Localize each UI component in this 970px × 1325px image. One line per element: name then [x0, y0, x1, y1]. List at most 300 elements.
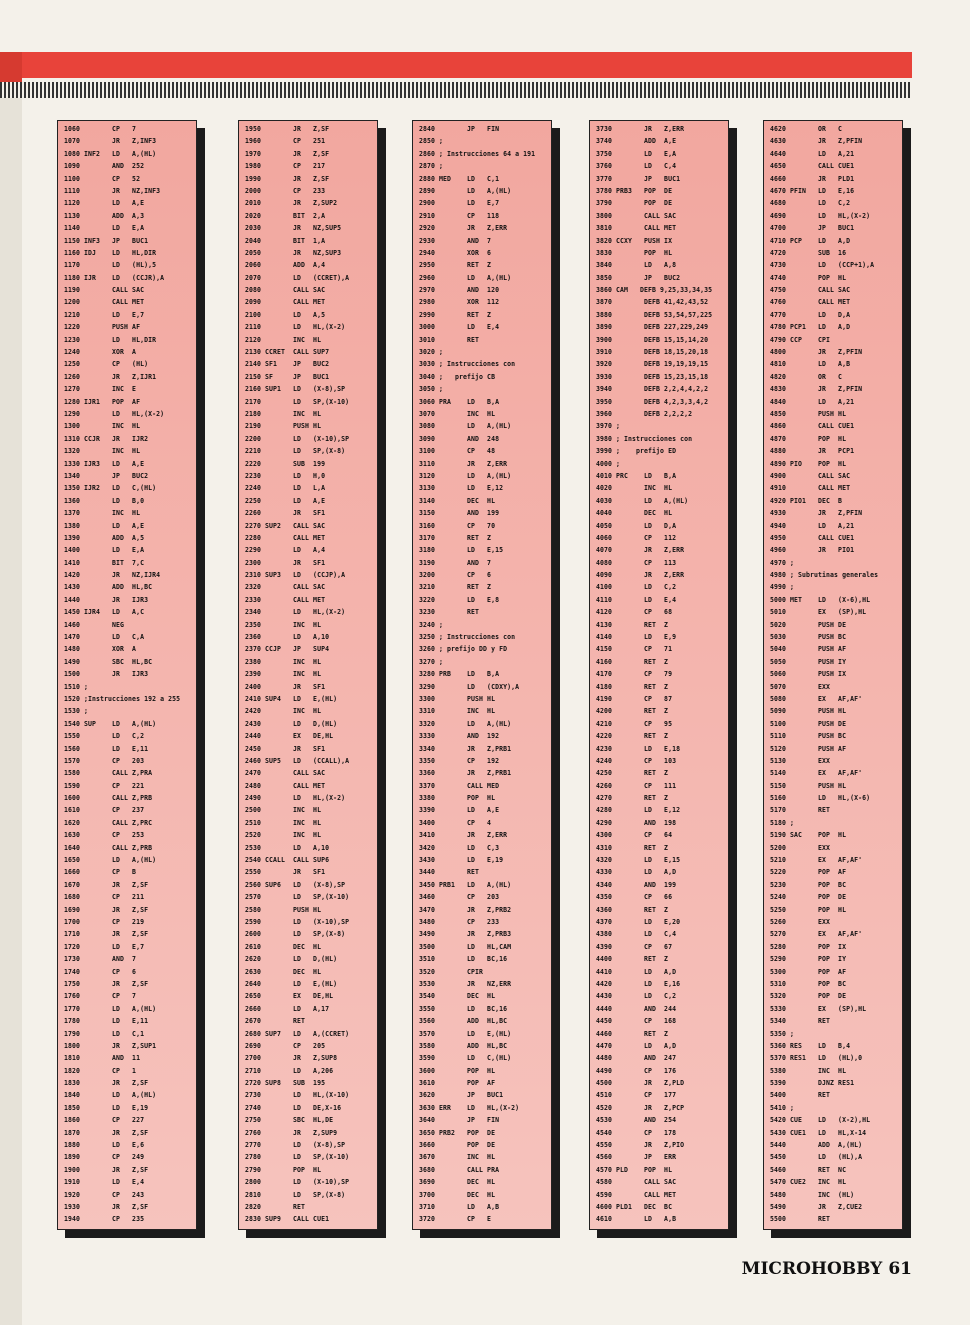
code-line: 4140 LD E,9 [596, 632, 677, 642]
code-line: 3130 LD E,12 [419, 483, 504, 493]
code-line: 2740 LD DE,X-16 [245, 1102, 342, 1112]
code-line: 2590 LD (X-10),SP [245, 917, 350, 926]
code-line: 4990 ; [770, 582, 795, 592]
code-line: 1380 LD A,E [64, 520, 145, 530]
code-line: 3960 DEFB 2,2,2,2 [596, 408, 693, 418]
code-line: 3290 LD (CDXY),A [419, 681, 520, 691]
code-line: 4430 LD C,2 [596, 991, 677, 1001]
code-line: 2650 EX DE,HL [245, 991, 334, 1001]
code-line: 1220 PUSH AF [64, 322, 141, 332]
code-line: 5360 RES LD B,4 [770, 1040, 851, 1050]
code-line: 3460 CP 203 [419, 892, 500, 902]
code-line: 1160 IDJ LD HL,DIR [64, 247, 157, 257]
code-line: 4390 CP 67 [596, 941, 673, 951]
code-line: 5180 ; [770, 817, 795, 827]
code-line: 2000 CP 233 [245, 185, 326, 195]
code-line: 1690 JR Z,SF [64, 904, 149, 914]
code-line: 3740 ADD A,E [596, 136, 677, 146]
code-line: 2560 SUP6 LD (X-8),SP [245, 879, 346, 889]
code-line: 2500 INC HL [245, 805, 322, 815]
code-line: 5170 RET [770, 805, 831, 815]
code-line: 5340 RET [770, 1016, 831, 1026]
code-line: 4020 INC HL [596, 483, 673, 493]
code-line: 1490 SBC HL,BC [64, 656, 153, 666]
code-line: 4620 OR C [770, 124, 843, 133]
code-line: 2450 JR SF1 [245, 743, 326, 753]
code-line: 4840 LD A,21 [770, 396, 855, 406]
code-line: 4090 JR Z,ERR [596, 570, 685, 580]
listing-column-5 [763, 120, 903, 1230]
code-line: 1340 JP BUC2 [64, 470, 149, 480]
code-line: 3420 LD C,3 [419, 842, 500, 852]
code-line: 4400 RET Z [596, 954, 669, 964]
code-line: 1100 CP 52 [64, 173, 141, 183]
code-line: 1750 JR Z,SF [64, 978, 149, 988]
code-line: 2080 CALL SAC [245, 285, 326, 295]
code-line: 3260 ; prefijo DD y FD [419, 644, 508, 654]
code-line: 1740 CP 6 [64, 966, 137, 976]
code-line: 3750 LD E,A [596, 148, 677, 158]
code-line: 5160 LD HL,(X-6) [770, 793, 871, 803]
code-line: 5100 PUSH DE [770, 718, 847, 728]
code-line: 1150 INF3 JP BUC1 [64, 235, 149, 245]
code-line: 3990 ; prefijo ED [596, 446, 677, 456]
code-line: 4590 CALL MET [596, 1189, 677, 1199]
code-line: 1890 CP 249 [64, 1152, 145, 1162]
code-line: 5350 ; [770, 1028, 795, 1038]
code-line: 2550 JR SF1 [245, 867, 326, 877]
code-line: 4730 LD (CCP+1),A [770, 260, 875, 270]
code-line: 5450 LD (HL),A [770, 1152, 863, 1162]
code-line: 4310 RET Z [596, 842, 669, 852]
code-line: 3430 LD E,19 [419, 855, 504, 865]
code-line: 4200 RET Z [596, 706, 669, 716]
code-line: 1620 CALL Z,PRC [64, 817, 153, 827]
code-line: 1240 XOR A [64, 347, 137, 357]
code-line: 5410 ; [770, 1102, 795, 1112]
code-line: 2750 SBC HL,DE [245, 1115, 334, 1125]
code-line: 4080 CP 113 [596, 557, 677, 567]
code-line: 1090 AND 252 [64, 161, 145, 171]
code-line: 3060 PRA LD B,A [419, 396, 500, 406]
code-line: 2660 LD A,17 [245, 1003, 330, 1013]
code-line: 4660 JR PLD1 [770, 173, 855, 183]
code-line: 4970 ; [770, 557, 795, 567]
code-line: 2830 SUP9 CALL CUE1 [245, 1214, 330, 1224]
code-line: 2050 JR NZ,SUP3 [245, 247, 342, 257]
code-line: 4220 RET Z [596, 731, 669, 741]
code-line: 1300 INC HL [64, 421, 141, 431]
code-line: 1390 ADD A,5 [64, 532, 145, 542]
code-line: 4790 CCP CPI [770, 334, 831, 344]
code-line: 3160 CP 70 [419, 520, 496, 530]
listing-column-3 [412, 120, 552, 1230]
code-line: 1570 CP 203 [64, 755, 145, 765]
page-number: 61 [888, 1259, 912, 1279]
code-line: 1630 CP 253 [64, 830, 145, 840]
code-line: 1170 LD (HL),5 [64, 260, 157, 270]
code-line: 5460 RET NC [770, 1164, 847, 1174]
code-line: 3890 DEFB 227,229,249 [596, 322, 709, 332]
code-line: 2640 LD E,(HL) [245, 978, 338, 988]
code-line: 5490 JR Z,CUE2 [770, 1201, 863, 1211]
code-line: 1250 CP (HL) [64, 359, 149, 369]
code-line: 5430 CUE1 LD HL,X-14 [770, 1127, 867, 1137]
code-line: 3660 POP DE [419, 1140, 496, 1150]
code-line: 5200 EXX [770, 842, 831, 852]
header-stripe-band [0, 82, 912, 98]
code-line: 3490 JR Z,PRB3 [419, 929, 512, 939]
code-line: 3240 ; [419, 619, 444, 629]
page-footer [742, 1259, 912, 1279]
code-line: 1650 LD A,(HL) [64, 855, 157, 865]
code-line: 3700 DEC HL [419, 1189, 496, 1199]
code-line: 4320 LD E,15 [596, 855, 681, 865]
code-line: 4820 OR C [770, 371, 843, 381]
code-line: 1640 CALL Z,PRB [64, 842, 153, 852]
code-line: 3100 CP 48 [419, 446, 496, 456]
code-line: 4890 PIO POP HL [770, 458, 847, 468]
code-line: 5130 EXX [770, 755, 831, 765]
code-line: 3650 PRB2 POP DE [419, 1127, 496, 1137]
code-line: 3400 CP 4 [419, 817, 492, 827]
code-line: 3080 LD A,(HL) [419, 421, 512, 431]
code-line: 2260 JR SF1 [245, 508, 326, 518]
code-line: 5470 CUE2 INC HL [770, 1177, 847, 1187]
code-line: 4580 CALL SAC [596, 1177, 677, 1187]
code-line: 2340 LD HL,(X-2) [245, 607, 346, 617]
code-line: 3900 DEFB 15,15,14,20 [596, 334, 709, 344]
code-line: 1550 LD C,2 [64, 731, 145, 741]
code-line: 3560 ADD HL,BC [419, 1016, 508, 1026]
code-line: 2820 RET [245, 1201, 306, 1211]
code-line: 4800 JR Z,PFIN [770, 347, 863, 357]
code-line: 3680 CALL PRA [419, 1164, 500, 1174]
code-line: 2230 LD H,0 [245, 470, 326, 480]
code-line: 4280 LD E,12 [596, 805, 681, 815]
code-lines [239, 121, 377, 1226]
code-line: 2250 LD A,E [245, 495, 326, 505]
code-line: 4670 PFIN LD E,16 [770, 185, 855, 195]
code-line: 4240 CP 103 [596, 755, 677, 765]
code-line: 2190 PUSH HL [245, 421, 322, 431]
code-line: 2960 LD A,(HL) [419, 272, 512, 282]
code-line: 2380 INC HL [245, 656, 322, 666]
code-line: 3020 ; [419, 347, 444, 357]
code-line: 1920 CP 243 [64, 1189, 145, 1199]
code-line: 4270 RET Z [596, 793, 669, 803]
code-line: 2400 JR SF1 [245, 681, 326, 691]
code-line: 4380 LD C,4 [596, 929, 677, 939]
code-line: 1140 LD E,A [64, 223, 145, 233]
code-line: 3010 RET [419, 334, 480, 344]
code-line: 5020 PUSH DE [770, 619, 847, 629]
code-line: 3000 LD E,4 [419, 322, 500, 332]
code-line: 1180 IJR LD (CCJR),A [64, 272, 165, 282]
code-line: 1260 JR Z,IJR1 [64, 371, 157, 381]
code-line: 2990 RET Z [419, 309, 492, 319]
code-line: 3950 DEFB 4,2,3,3,4,2 [596, 396, 709, 406]
code-line: 3360 JR Z,PRB1 [419, 768, 512, 778]
code-line: 3760 LD C,4 [596, 161, 677, 171]
code-line: 4490 CP 176 [596, 1065, 677, 1075]
code-line: 4940 LD A,21 [770, 520, 855, 530]
code-line: 5500 RET [770, 1214, 831, 1224]
code-line: 2930 AND 7 [419, 235, 492, 245]
code-line: 2670 RET [245, 1016, 306, 1026]
code-line: 1970 JR Z,SF [245, 148, 330, 158]
code-line: 4770 LD D,A [770, 309, 851, 319]
code-line: 4750 CALL SAC [770, 285, 851, 295]
code-line: 4720 SUB 16 [770, 247, 847, 257]
code-line: 4920 PIO1 DEC B [770, 495, 843, 505]
magazine-name: MICROHOBBY [741, 1259, 883, 1279]
code-line: 5250 POP HL [770, 904, 847, 914]
code-line: 1810 AND 11 [64, 1053, 141, 1063]
code-line: 1290 LD HL,(X-2) [64, 408, 165, 418]
code-line: 3280 PRB LD B,A [419, 669, 500, 679]
code-line: 2710 LD A,206 [245, 1065, 334, 1075]
listing-column-2 [238, 120, 378, 1230]
code-line: 4710 PCP LD A,D [770, 235, 851, 245]
code-line: 2330 CALL MET [245, 594, 326, 604]
code-line: 2070 LD (CCRET),A [245, 272, 350, 282]
code-line: 2810 LD SP,(X-8) [245, 1189, 346, 1199]
code-line: 3570 LD E,(HL) [419, 1028, 512, 1038]
code-line: 3440 RET [419, 867, 480, 877]
code-line: 2790 POP HL [245, 1164, 322, 1174]
code-line: 2090 CALL MET [245, 297, 326, 307]
code-line: 2720 SUP8 SUB 195 [245, 1078, 326, 1088]
code-line: 4350 CP 66 [596, 892, 673, 902]
code-line: 3610 POP AF [419, 1078, 496, 1088]
code-line: 2060 ADD A,4 [245, 260, 326, 270]
code-line: 5390 DJNZ RES1 [770, 1078, 855, 1088]
code-line: 2730 LD HL,(X-10) [245, 1090, 350, 1100]
code-line: 3620 JP BUC1 [419, 1090, 504, 1100]
code-line: 1360 LD B,0 [64, 495, 145, 505]
code-line: 4260 CP 111 [596, 780, 677, 790]
code-line: 1830 JR Z,SF [64, 1078, 149, 1088]
code-line: 5370 RES1 LD (HL),0 [770, 1053, 863, 1063]
code-line: 1600 CALL Z,PRB [64, 793, 153, 803]
code-line: 3670 INC HL [419, 1152, 496, 1162]
code-lines [764, 121, 902, 1226]
code-line: 4450 CP 168 [596, 1016, 677, 1026]
code-line: 3580 ADD HL,BC [419, 1040, 508, 1050]
code-line: 2950 RET Z [419, 260, 492, 270]
code-line: 2860 ; Instrucciones 64 a 191 [419, 148, 536, 158]
code-line: 3780 PRB3 POP DE [596, 185, 673, 195]
code-line: 4130 RET Z [596, 619, 669, 629]
code-line: 2980 XOR 112 [419, 297, 500, 307]
code-line: 3120 LD A,(HL) [419, 470, 512, 480]
code-line: 5110 PUSH BC [770, 731, 847, 741]
code-line: 4780 PCP1 LD A,D [770, 322, 851, 332]
code-line: 2200 LD (X-10),SP [245, 433, 350, 443]
code-line: 1110 JR NZ,INF3 [64, 185, 161, 195]
code-line: 2470 CALL SAC [245, 768, 326, 778]
code-line: 4370 LD E,20 [596, 917, 681, 926]
code-line: 4540 CP 178 [596, 1127, 677, 1137]
code-line: 2700 JR Z,SUP8 [245, 1053, 338, 1063]
code-line: 3840 LD A,8 [596, 260, 677, 270]
code-line: 3940 DEFB 2,2,4,4,2,2 [596, 384, 709, 394]
code-line: 2540 CCALL CALL SUP6 [245, 855, 330, 865]
code-line: 2610 DEC HL [245, 941, 322, 951]
code-line: 1540 SUP LD A,(HL) [64, 718, 157, 728]
code-line: 3500 LD HL,CAM [419, 941, 512, 951]
code-line: 5330 EX (SP),HL [770, 1003, 867, 1013]
code-line: 3480 CP 233 [419, 917, 500, 926]
code-line: 2030 JR NZ,SUP5 [245, 223, 342, 233]
code-line: 5220 POP AF [770, 867, 847, 877]
code-line: 2580 PUSH HL [245, 904, 322, 914]
code-line: 4150 CP 71 [596, 644, 673, 654]
code-line: 4330 LD A,D [596, 867, 677, 877]
code-line: 1680 CP 211 [64, 892, 145, 902]
code-line: 4640 LD A,21 [770, 148, 855, 158]
code-line: 3630 ERR LD HL,(X-2) [419, 1102, 520, 1112]
code-line: 1790 LD C,1 [64, 1028, 145, 1038]
code-line: 5010 EX (SP),HL [770, 607, 867, 617]
code-line: 5120 PUSH AF [770, 743, 847, 753]
code-line: 3920 DEFB 19,19,19,15 [596, 359, 709, 369]
code-line: 3970 ; [596, 421, 621, 431]
code-line: 4000 ; [596, 458, 621, 468]
code-line: 3220 LD E,8 [419, 594, 500, 604]
code-line: 1710 JR Z,SF [64, 929, 149, 939]
code-line: 4180 RET Z [596, 681, 669, 691]
code-line: 3150 AND 199 [419, 508, 500, 518]
code-line: 3530 JR NZ,ERR [419, 978, 512, 988]
code-line: 3540 DEC HL [419, 991, 496, 1001]
code-line: 2890 LD A,(HL) [419, 185, 512, 195]
code-line: 3030 ; Instrucciones con [419, 359, 516, 369]
code-line: 1070 JR Z,INF3 [64, 136, 157, 146]
code-line: 5480 INC (HL) [770, 1189, 855, 1199]
code-line: 2320 CALL SAC [245, 582, 326, 592]
code-line: 3380 POP HL [419, 793, 496, 803]
code-line: 3550 LD BC,16 [419, 1003, 508, 1013]
code-line: 2360 LD A,10 [245, 632, 330, 642]
code-line: 1730 AND 7 [64, 954, 137, 964]
code-line: 3300 PUSH HL [419, 693, 496, 703]
code-line: 4070 JR Z,ERR [596, 545, 685, 555]
code-line: 4190 CP 87 [596, 693, 673, 703]
code-line: 1950 JR Z,SF [245, 124, 330, 133]
code-line: 1230 LD HL,DIR [64, 334, 157, 344]
code-line: 2850 ; [419, 136, 444, 146]
code-line: 4690 LD HL,(X-2) [770, 210, 871, 220]
code-line: 2020 BIT 2,A [245, 210, 326, 220]
code-line: 5070 EXX [770, 681, 831, 691]
code-line: 1350 IJR2 LD C,(HL) [64, 483, 157, 493]
code-line: 4700 JP BUC1 [770, 223, 855, 233]
code-line: 2970 AND 120 [419, 285, 500, 295]
code-line: 4210 CP 95 [596, 718, 673, 728]
code-line: 3770 JP BUC1 [596, 173, 681, 183]
code-line: 5290 POP IY [770, 954, 847, 964]
code-line: 4100 LD C,2 [596, 582, 677, 592]
code-line: 1900 JR Z,SF [64, 1164, 149, 1174]
code-line: 1460 NEG [64, 619, 125, 629]
code-line: 4110 LD E,4 [596, 594, 677, 604]
code-line: 3640 JP FIN [419, 1115, 500, 1125]
code-line: 2220 SUB 199 [245, 458, 326, 468]
code-line: 2900 LD E,7 [419, 198, 500, 208]
code-line: 1470 LD C,A [64, 632, 145, 642]
code-line: 2370 CCJP JP SUP4 [245, 644, 330, 654]
code-line: 2280 CALL MET [245, 532, 326, 542]
code-line: 1200 CALL MET [64, 297, 145, 307]
code-lines [590, 121, 728, 1226]
code-line: 1400 LD E,A [64, 545, 145, 555]
code-line: 5140 EX AF,AF' [770, 768, 863, 778]
code-line: 1720 LD E,7 [64, 941, 145, 951]
code-line: 3720 CP E [419, 1214, 492, 1224]
code-line: 1330 IJR3 LD A,E [64, 458, 145, 468]
code-line: 4010 PRC LD B,A [596, 470, 677, 480]
code-line: 1310 CCJR JR IJR2 [64, 433, 149, 443]
code-line: 4530 AND 254 [596, 1115, 677, 1125]
code-line: 3860 CAM DEFB 9,25,33,34,35 [596, 285, 713, 295]
code-line: 1990 JR Z,SF [245, 173, 330, 183]
code-line: 3230 RET [419, 607, 480, 617]
code-lines [58, 121, 196, 1226]
code-line: 5310 POP BC [770, 978, 847, 988]
code-line: 2520 INC HL [245, 830, 322, 840]
code-line: 3370 CALL MED [419, 780, 500, 790]
code-line: 2240 LD L,A [245, 483, 326, 493]
code-line: 2770 LD (X-8),SP [245, 1140, 346, 1150]
code-line: 2110 LD HL,(X-2) [245, 322, 346, 332]
code-line: 1880 LD E,6 [64, 1140, 145, 1150]
code-line: 2940 XOR 6 [419, 247, 492, 257]
code-line: 1670 JR Z,SF [64, 879, 149, 889]
code-line: 2760 JR Z,SUP9 [245, 1127, 338, 1137]
code-line: 5050 PUSH IY [770, 656, 847, 666]
code-line: 1270 INC E [64, 384, 137, 394]
code-line: 1320 INC HL [64, 446, 141, 456]
code-line: 1840 LD A,(HL) [64, 1090, 157, 1100]
code-line: 2390 INC HL [245, 669, 322, 679]
code-line: 5080 EX AF,AF' [770, 693, 863, 703]
code-line: 1210 LD E,7 [64, 309, 145, 319]
code-line: 2920 JR Z,ERR [419, 223, 508, 233]
code-line: 1850 LD E,19 [64, 1102, 149, 1112]
listing-column-1 [57, 120, 197, 1230]
code-line: 3710 LD A,B [419, 1201, 500, 1211]
code-line: 3470 JR Z,PRB2 [419, 904, 512, 914]
code-line: 2530 LD A,10 [245, 842, 330, 852]
code-line: 3930 DEFB 15,23,15,18 [596, 371, 709, 381]
code-line: 3790 POP DE [596, 198, 673, 208]
code-line: 3590 LD C,(HL) [419, 1053, 512, 1063]
code-line: 3870 DEFB 41,42,43,52 [596, 297, 709, 307]
code-line: 3810 CALL MET [596, 223, 677, 233]
code-line: 3180 LD E,15 [419, 545, 504, 555]
code-line: 2460 SUP5 LD (CCALL),A [245, 755, 350, 765]
code-line: 1870 JR Z,SF [64, 1127, 149, 1137]
code-line: 2570 LD SP,(X-10) [245, 892, 350, 902]
code-line: 1800 JR Z,SUP1 [64, 1040, 157, 1050]
code-line: 2620 LD D,(HL) [245, 954, 338, 964]
code-line: 4570 PLD POP HL [596, 1164, 673, 1174]
code-line: 2600 LD SP,(X-8) [245, 929, 346, 939]
code-line: 1610 CP 237 [64, 805, 145, 815]
code-line: 5260 EXX [770, 917, 831, 926]
